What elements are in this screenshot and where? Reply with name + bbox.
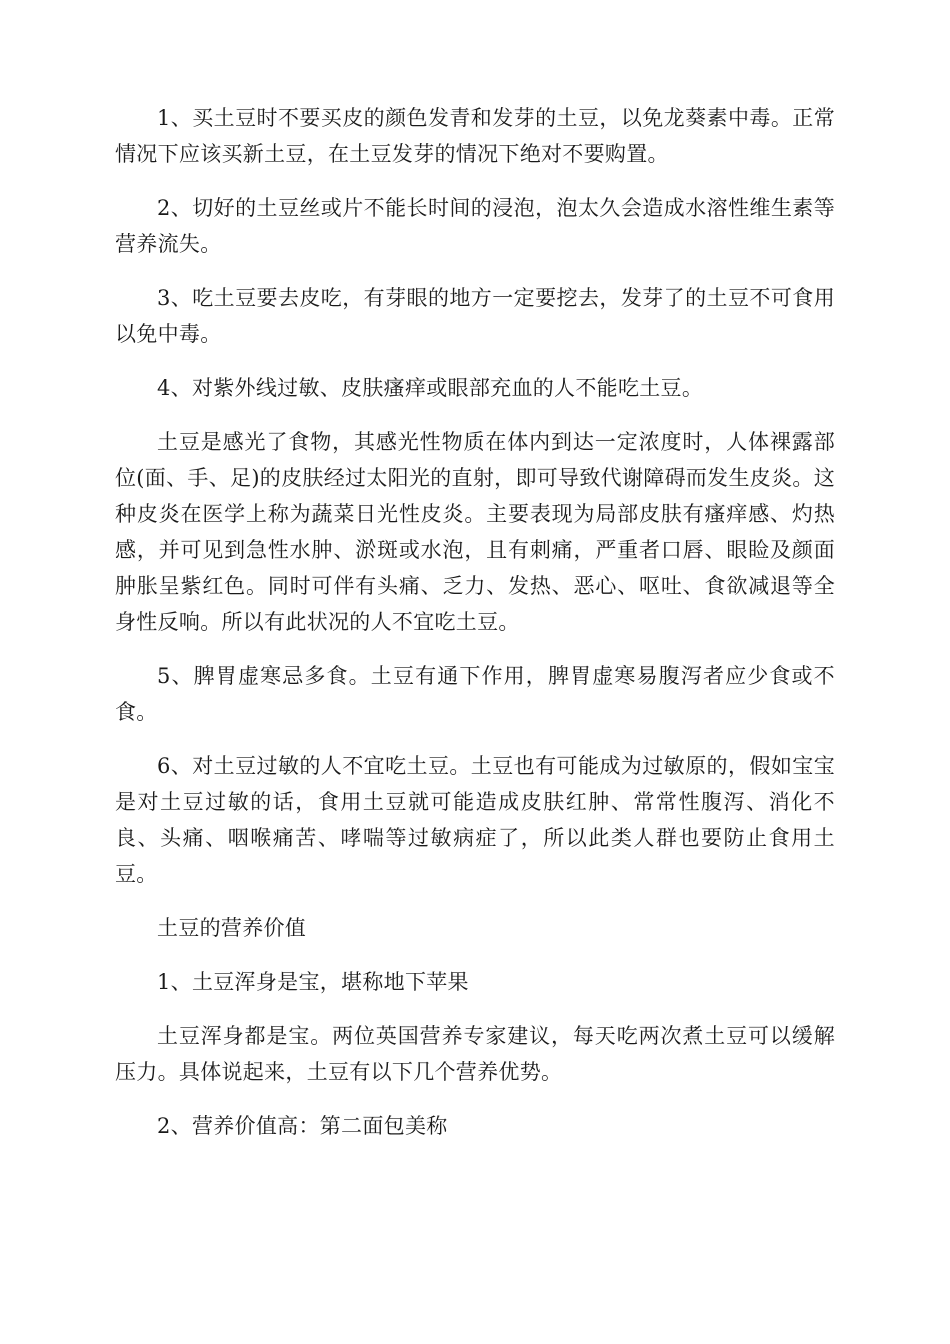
paragraph-nutrition-2: 2、营养价值高：第二面包美称 (157, 1114, 448, 1138)
paragraph-tip-4: 4、对紫外线过敏、皮肤瘙痒或眼部充血的人不能吃土豆。 (157, 376, 704, 400)
section-heading-nutrition: 土豆的营养价值 (157, 916, 307, 940)
paragraph-tip-5: 5、脾胃虚寒忌多食。土豆有通下作用，脾胃虚寒易腹泻者应少食或不食。 (115, 664, 835, 724)
paragraph-nutrition-1: 1、土豆浑身是宝，堪称地下苹果 (157, 970, 469, 994)
paragraph-nutrition-intro: 土豆浑身都是宝。两位英国营养专家建议，每天吃两次煮土豆可以缓解压力。具体说起来，土豆有以下几个营养优势。 (115, 1024, 835, 1084)
paragraph-tip-3: 3、吃土豆要去皮吃，有芽眼的地方一定要挖去，发芽了的土豆不可食用以免中毒。 (115, 286, 835, 346)
document-page (115, 100, 835, 1162)
paragraph-tip-1: 1、买土豆时不要买皮的颜色发青和发芽的土豆，以免龙葵素中毒。正常情况下应该买新土豆，在土豆发芽的情况下绝对不要购置。 (115, 106, 835, 166)
paragraph-tip-6: 6、对土豆过敏的人不宜吃土豆。土豆也有可能成为过敏原的，假如宝宝是对土豆过敏的话，食用土豆就可能造成皮肤红肿、常常性腹泻、消化不良、头痛、咽喉痛苦、哮喘等过敏病症了，所以此类人群也要防止食用土豆。 (115, 754, 835, 886)
paragraph-photosensitivity: 土豆是感光了食物，其感光性物质在体内到达一定浓度时，人体裸露部位(面、手、足)的皮肤经过太阳光的直射，即可导致代谢障碍而发生皮炎。这种皮炎在医学上称为蔬菜日光性皮炎。主要表现为局部皮肤有瘙痒感、灼热感，并可见到急性水肿、淤斑或水泡，且有刺痛，严重者口唇、眼睑及颜面肿胀呈紫红色。同时可伴有头痛、乏力、发热、恶心、呕吐、食欲减退等全身性反响。所以有此状况的人不宜吃土豆。 (115, 430, 835, 634)
paragraph-tip-2: 2、切好的土豆丝或片不能长时间的浸泡，泡太久会造成水溶性维生素等营养流失。 (115, 196, 835, 256)
